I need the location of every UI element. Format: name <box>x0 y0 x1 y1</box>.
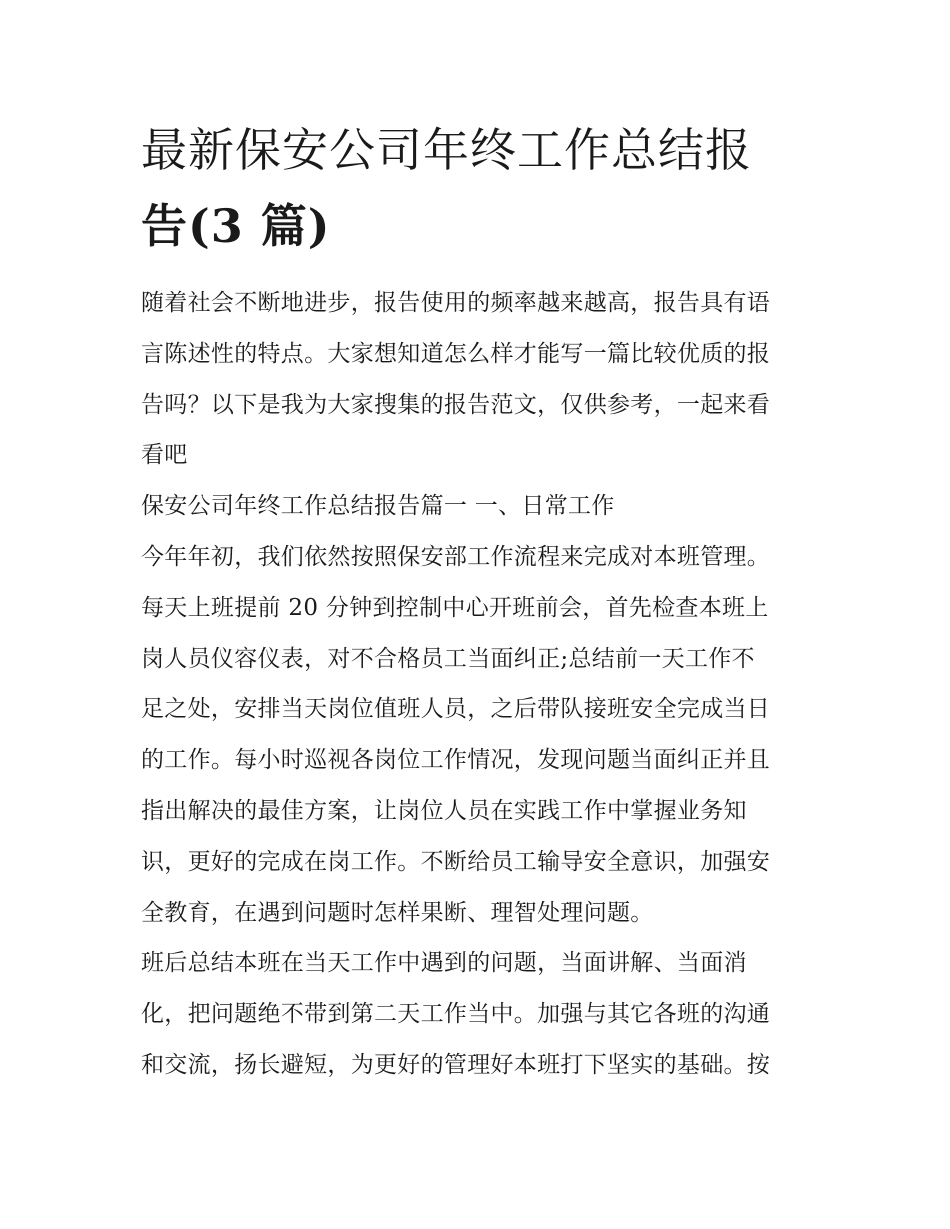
body-line: 足之处，安排当天岗位值班人员，之后带队接班安全完成当日 <box>141 696 771 723</box>
title-line-2: 告(3 篇) <box>141 199 331 253</box>
body-line: 化，把问题绝不带到第二天工作当中。加强与其它各班的沟通 <box>141 1001 771 1028</box>
body-line: 和交流，扬长避短，为更好的管理好本班打下坚实的基础。按 <box>141 1051 771 1078</box>
document-page <box>141 112 811 1091</box>
body-line: 识，更好的完成在岗工作。不断给员工输导安全意识，加强安 <box>141 848 771 875</box>
body-line: 告吗？以下是我为大家搜集的报告范文，仅供参考，一起来看 <box>141 391 771 418</box>
body-line: 随着社会不断地进步，报告使用的频率越来越高，报告具有语 <box>141 290 771 316</box>
document-title <box>141 112 811 264</box>
body-line: 今年年初，我们依然按照保安部工作流程来完成对本班管理。 <box>141 543 771 570</box>
document-body <box>141 278 811 1091</box>
section-heading: 保安公司年终工作总结报告篇一 一、日常工作 <box>141 493 615 520</box>
body-line: 全教育，在遇到问题时怎样果断、理智处理问题。 <box>141 899 654 926</box>
body-line: 指出解决的最佳方案，让岗位人员在实践工作中掌握业务知 <box>141 797 747 824</box>
body-line: 言陈述性的特点。大家想知道怎么样才能写一篇比较优质的报 <box>141 340 771 367</box>
body-line: 看吧 <box>141 442 188 469</box>
body-line: 的工作。每小时巡视各岗位工作情况，发现问题当面纠正并且 <box>141 747 771 774</box>
body-line: 每天上班提前 20 分钟到控制中心开班前会，首先检查本班上 <box>141 594 769 621</box>
body-line: 岗人员仪容仪表，对不合格员工当面纠正;总结前一天工作不 <box>141 645 755 672</box>
body-line: 班后总结本班在当天工作中遇到的问题，当面讲解、当面消 <box>141 950 747 977</box>
title-line-1: 最新保安公司年终工作总结报 <box>141 123 752 177</box>
